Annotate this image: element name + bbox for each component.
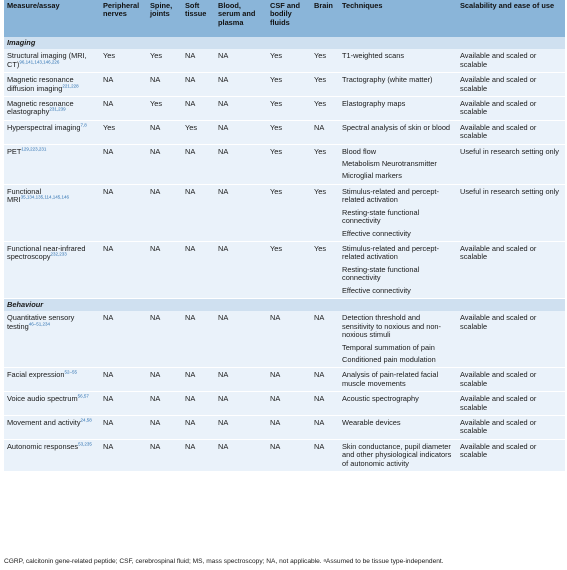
applicability-cell: NA: [215, 144, 267, 184]
techniques-cell: [339, 416, 457, 440]
measure-cell: [4, 311, 100, 368]
technique-item: Temporal summation of pain: [342, 342, 435, 352]
applicability-cell: NA: [147, 120, 182, 144]
applicability-cell: Yes: [311, 97, 339, 121]
reference-superscript: 56,57: [77, 393, 89, 399]
applicability-cell: NA: [182, 311, 215, 368]
techniques-cell: [339, 439, 457, 471]
technique-item: Detection threshold and sensitivity to noxious and non-noxious stimuli: [342, 313, 442, 340]
applicability-cell: NA: [215, 311, 267, 368]
technique-item: Effective connectivity: [342, 285, 411, 295]
measure-cell: [4, 416, 100, 440]
table-row: [4, 184, 565, 241]
table-row: [4, 368, 565, 392]
measure-name: Autonomic responses: [7, 441, 79, 451]
applicability-cell: NA: [100, 241, 147, 298]
applicability-cell: NA: [182, 49, 215, 72]
applicability-cell: NA: [147, 311, 182, 368]
technique-item: Analysis of pain-related facial muscle movements: [342, 370, 439, 388]
applicability-cell: NA: [267, 311, 311, 368]
scalability-cell: Available and scaled or scalable: [457, 97, 565, 121]
technique-item: Effective connectivity: [342, 228, 411, 238]
measure-name: Quantitative sensory testing: [7, 313, 75, 331]
column-header: Brain: [311, 0, 339, 37]
scalability-cell: Available and scaled or scalable: [457, 392, 565, 416]
applicability-cell: NA: [100, 184, 147, 241]
technique-item: Tractography (white matter): [342, 75, 433, 85]
applicability-cell: NA: [267, 416, 311, 440]
table-row: [4, 311, 565, 368]
measure-name: Movement and activity: [7, 418, 81, 427]
measures-table: [4, 0, 565, 472]
applicability-cell: Yes: [100, 120, 147, 144]
techniques-cell: [339, 184, 457, 241]
techniques-cell: [339, 97, 457, 121]
column-header: CSF and bodily fluids: [267, 0, 311, 37]
measure-name: Magnetic resonance diffusion imaging: [7, 75, 74, 93]
applicability-cell: Yes: [311, 49, 339, 72]
applicability-cell: NA: [267, 368, 311, 392]
technique-item: Elastography maps: [342, 99, 406, 109]
reference-superscript: 7,8: [80, 122, 87, 128]
scalability-cell: Available and scaled or scalable: [457, 49, 565, 72]
applicability-cell: NA: [182, 97, 215, 121]
applicability-cell: NA: [182, 144, 215, 184]
table-row: [4, 241, 565, 298]
table-body: [4, 37, 565, 472]
scalability-cell: Available and scaled or scalable: [457, 416, 565, 440]
applicability-cell: NA: [182, 241, 215, 298]
reference-superscript: 221,228: [62, 83, 79, 89]
applicability-cell: Yes: [311, 184, 339, 241]
techniques-cell: [339, 49, 457, 72]
applicability-cell: NA: [311, 120, 339, 144]
applicability-cell: NA: [147, 416, 182, 440]
applicability-cell: NA: [147, 73, 182, 97]
applicability-cell: NA: [100, 439, 147, 471]
applicability-cell: NA: [182, 368, 215, 392]
column-header: Scalability and ease of use: [457, 0, 565, 37]
applicability-cell: Yes: [147, 49, 182, 72]
measure-cell: [4, 392, 100, 416]
applicability-cell: NA: [215, 73, 267, 97]
techniques-cell: [339, 368, 457, 392]
measure-cell: [4, 49, 100, 72]
applicability-cell: NA: [311, 368, 339, 392]
measure-cell: [4, 368, 100, 392]
measure-cell: [4, 241, 100, 298]
reference-superscript: 46–51,234: [28, 321, 51, 327]
applicability-cell: Yes: [100, 49, 147, 72]
scalability-cell: Available and scaled or scalable: [457, 368, 565, 392]
technique-item: Stimulus-related and percept-related activation: [342, 243, 439, 262]
applicability-cell: Yes: [267, 97, 311, 121]
applicability-cell: NA: [100, 144, 147, 184]
applicability-cell: Yes: [267, 73, 311, 97]
applicability-cell: NA: [100, 73, 147, 97]
technique-item: Metabolism Neurotransmitter: [342, 159, 437, 169]
measure-cell: [4, 73, 100, 97]
reference-superscript: 231,239: [49, 106, 66, 112]
applicability-cell: Yes: [267, 120, 311, 144]
applicability-cell: NA: [215, 49, 267, 72]
applicability-cell: NA: [182, 184, 215, 241]
reference-superscript: 35,134,135,114,145,146: [20, 194, 70, 200]
section-title: Imaging: [4, 37, 565, 49]
technique-item: Conditioned pain modulation: [342, 354, 436, 364]
scalability-cell: Available and scaled or scalable: [457, 120, 565, 144]
measure-name: Magnetic resonance elastography: [7, 99, 74, 117]
table-row: [4, 73, 565, 97]
technique-item: Wearable devices: [342, 418, 401, 427]
applicability-cell: NA: [311, 311, 339, 368]
table-row: [4, 97, 565, 121]
applicability-cell: Yes: [311, 73, 339, 97]
reference-superscript: 129,223,231: [21, 146, 47, 152]
reference-superscript: 232,233: [50, 251, 67, 257]
applicability-cell: Yes: [311, 241, 339, 298]
applicability-cell: NA: [147, 184, 182, 241]
scalability-cell: Useful in research setting only: [457, 184, 565, 241]
technique-item: Resting-state functional connectivity: [342, 207, 420, 226]
technique-item: Resting-state functional connectivity: [342, 264, 420, 283]
applicability-cell: Yes: [182, 120, 215, 144]
technique-item: Blood flow: [342, 146, 377, 156]
measure-cell: [4, 97, 100, 121]
header-row: [4, 0, 565, 37]
applicability-cell: NA: [147, 439, 182, 471]
measure-name: Voice audio spectrum: [7, 394, 78, 404]
measure-name: Hyperspectral imaging: [7, 122, 81, 132]
applicability-cell: Yes: [147, 97, 182, 121]
column-header: Soft tissue: [182, 0, 215, 37]
column-header: Blood, serum and plasma: [215, 0, 267, 37]
reference-superscript: 52–55: [64, 369, 78, 375]
applicability-cell: NA: [311, 416, 339, 440]
applicability-cell: NA: [100, 97, 147, 121]
techniques-cell: [339, 144, 457, 184]
table-row: [4, 49, 565, 72]
technique-item: Spectral analysis of skin or blood: [342, 122, 451, 132]
column-header: Techniques: [339, 0, 457, 37]
table-row: [4, 120, 565, 144]
applicability-cell: NA: [147, 392, 182, 416]
applicability-cell: NA: [182, 73, 215, 97]
column-header: Measure/assay: [4, 0, 100, 37]
techniques-cell: [339, 392, 457, 416]
applicability-cell: NA: [100, 368, 147, 392]
measure-cell: [4, 120, 100, 144]
table-header: [4, 0, 565, 37]
applicability-cell: NA: [100, 311, 147, 368]
scalability-cell: Useful in research setting only: [457, 144, 565, 184]
applicability-cell: NA: [215, 241, 267, 298]
measure-name: Functional MRI: [7, 186, 42, 205]
applicability-cell: NA: [182, 392, 215, 416]
applicability-cell: NA: [267, 439, 311, 471]
reference-superscript: 53,235: [78, 441, 92, 447]
scalability-cell: Available and scaled or scalable: [457, 241, 565, 298]
applicability-cell: NA: [215, 120, 267, 144]
scalability-cell: Available and scaled or scalable: [457, 73, 565, 97]
measure-cell: [4, 144, 100, 184]
technique-item: Microglial markers: [342, 171, 402, 181]
applicability-cell: Yes: [267, 144, 311, 184]
table-row: [4, 392, 565, 416]
applicability-cell: NA: [182, 439, 215, 471]
techniques-cell: [339, 311, 457, 368]
applicability-cell: Yes: [311, 144, 339, 184]
techniques-cell: [339, 73, 457, 97]
applicability-cell: NA: [215, 368, 267, 392]
section-header-row: [4, 298, 565, 311]
applicability-cell: Yes: [267, 49, 311, 72]
applicability-cell: NA: [147, 368, 182, 392]
applicability-cell: Yes: [267, 184, 311, 241]
measure-cell: [4, 184, 100, 241]
reference-superscript: 96,141,143,146,226: [19, 59, 60, 65]
applicability-cell: NA: [215, 184, 267, 241]
applicability-cell: NA: [215, 439, 267, 471]
applicability-cell: NA: [100, 416, 147, 440]
table-row: [4, 144, 565, 184]
techniques-cell: [339, 120, 457, 144]
table-footnote: CGRP, calcitonin gene-related peptide; CSF, cerebrospinal fluid; MS, mass spectroscopy; NA, not applicable. ᵃAssumed to be tissue type-independent.: [4, 558, 444, 565]
techniques-cell: [339, 241, 457, 298]
applicability-cell: Yes: [267, 241, 311, 298]
measure-name: Facial expression: [7, 370, 65, 380]
applicability-cell: NA: [267, 392, 311, 416]
applicability-cell: NA: [215, 97, 267, 121]
measure-name: PET: [7, 146, 22, 156]
scalability-cell: Available and scaled or scalable: [457, 311, 565, 368]
measure-cell: [4, 439, 100, 471]
table-row: [4, 439, 565, 471]
applicability-cell: NA: [311, 439, 339, 471]
applicability-cell: NA: [147, 241, 182, 298]
applicability-cell: NA: [182, 416, 215, 440]
technique-item: Acoustic spectrography: [342, 394, 419, 404]
section-header-row: [4, 37, 565, 49]
applicability-cell: NA: [215, 392, 267, 416]
applicability-cell: NA: [215, 416, 267, 440]
measure-name: Structural imaging (MRI, CT): [7, 51, 87, 69]
reference-superscript: 24,58: [80, 417, 92, 423]
column-header: Peripheral nerves: [100, 0, 147, 37]
applicability-cell: NA: [147, 144, 182, 184]
table-row: [4, 416, 565, 440]
applicability-cell: NA: [311, 392, 339, 416]
section-title: Behaviour: [4, 298, 565, 311]
technique-item: Stimulus-related and percept-related activation: [342, 186, 439, 205]
measure-name: Functional near-infrared spectroscopy: [7, 243, 86, 262]
technique-item: T1-weighted scans: [342, 51, 405, 61]
applicability-cell: NA: [100, 392, 147, 416]
technique-item: Skin conductance, pupil diameter and other physiological indicators of autonomic activity: [342, 441, 452, 468]
scalability-cell: Available and scaled or scalable: [457, 439, 565, 471]
column-header: Spine, joints: [147, 0, 182, 37]
